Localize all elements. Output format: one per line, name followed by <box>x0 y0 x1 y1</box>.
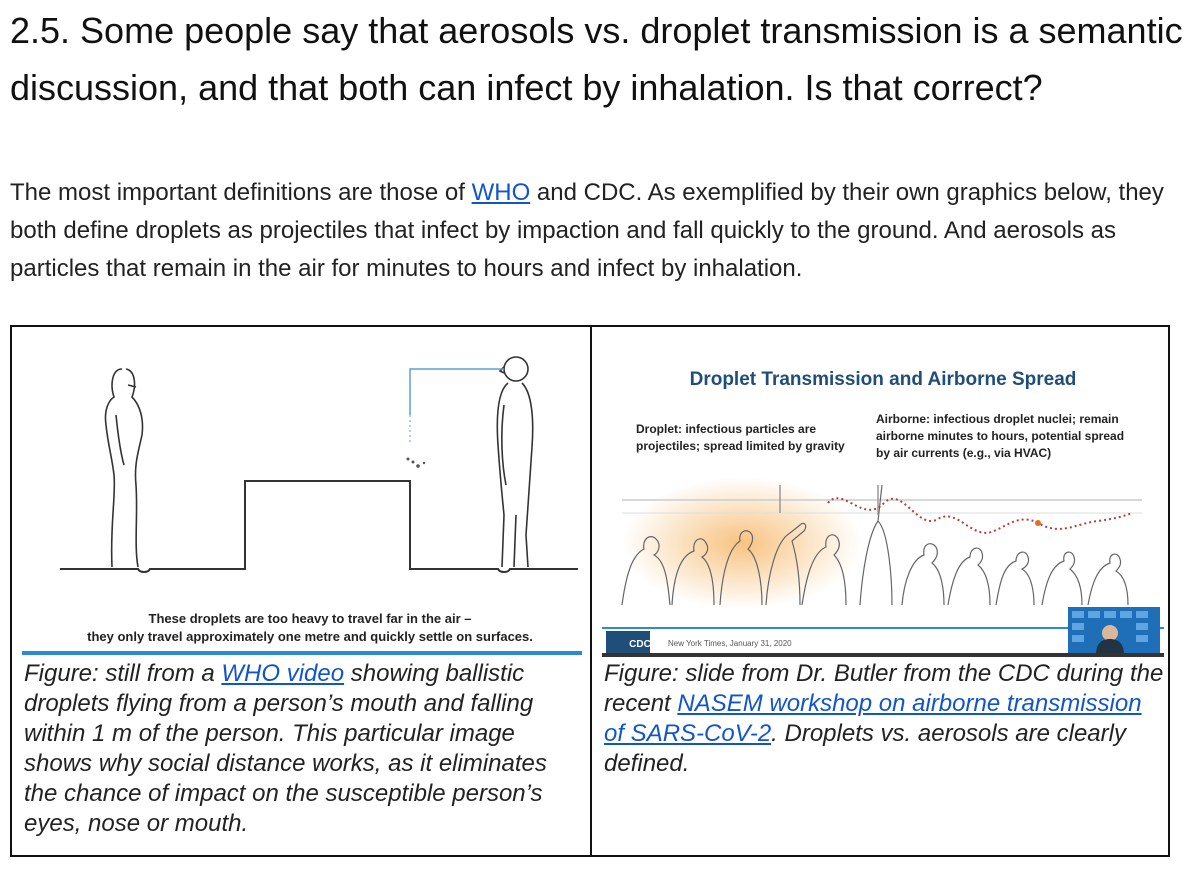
airborne-definition-line-3: by air currents (e.g., via HVAC) <box>876 446 1052 460</box>
intro-paragraph <box>10 174 1195 288</box>
airborne-path <box>828 498 1132 533</box>
video-progress-bar <box>602 653 1164 657</box>
who-image-caption-line-2: they only travel approximately one metre and quickly settle on surfaces. <box>87 629 533 644</box>
section-heading: 2.5. Some people say that aerosols vs. droplet transmission is a semantic discussion, and that both can infect by inhalation. Is that correct? <box>10 10 1183 108</box>
webcam-thumbnail <box>1068 607 1160 655</box>
man-figure-icon <box>497 357 532 567</box>
right-caption-text-1: Figure: slide from Dr. Butler from the CDC during the recent <box>604 660 1164 717</box>
slide-title: Droplet Transmission and Airborne Spread <box>689 369 1077 390</box>
woman-figure-icon <box>105 369 142 567</box>
intro-text-2: and CDC. As exemplified by their own graphics below, they both define droplets as projectiles that infect by impaction and fall quickly to the ground. And aerosols as particles that remain in the air for minutes to hours and infect by inhalation. <box>10 179 1164 282</box>
droplet-trajectory <box>407 369 505 468</box>
who-video-link[interactable]: WHO video <box>221 660 345 687</box>
who-image-caption-line-1: These droplets are too heavy to travel far in the air – <box>148 611 472 626</box>
cdc-slide-image <box>602 335 1164 657</box>
who-blue-bar <box>22 651 582 655</box>
who-link[interactable]: WHO <box>471 179 531 206</box>
nasem-workshop-link[interactable]: NASEM workshop on airborne transmission of SARS-CoV-2 <box>604 690 1142 747</box>
cdc-logo-text: CDC <box>629 639 651 650</box>
figure-cell-who <box>11 326 591 856</box>
right-caption-text-2: . Droplets vs. aerosols are clearly defined. <box>604 720 1126 777</box>
intro-text-1: The most important definitions are those of <box>10 179 472 206</box>
droplet-definition-line-2: projectiles; spread limited by gravity <box>636 439 845 453</box>
figure-cell-cdc <box>591 326 1169 856</box>
airborne-particle <box>1035 520 1041 526</box>
airborne-definition-line-1: Airborne: infectious droplet nuclei; remain <box>876 412 1119 426</box>
figure-caption-right <box>604 659 1164 779</box>
droplet-definition-line-1: Droplet: infectious particles are <box>636 422 817 436</box>
left-caption-text-2: showing ballistic droplets flying from a person’s mouth and falling within 1 m of the person. This particular image shows why social distance works, as it eliminates the chance of impact on the susceptible person’s eyes, nose or mouth. <box>24 660 547 837</box>
left-caption-text-1: Figure: still from a <box>24 660 222 687</box>
source-note: New York Times, January 31, 2020 <box>668 639 792 648</box>
who-video-still <box>20 335 584 657</box>
figures-table <box>10 325 1170 857</box>
airborne-definition-line-2: airborne minutes to hours, potential spread <box>876 429 1125 443</box>
figure-caption-left <box>24 659 584 839</box>
